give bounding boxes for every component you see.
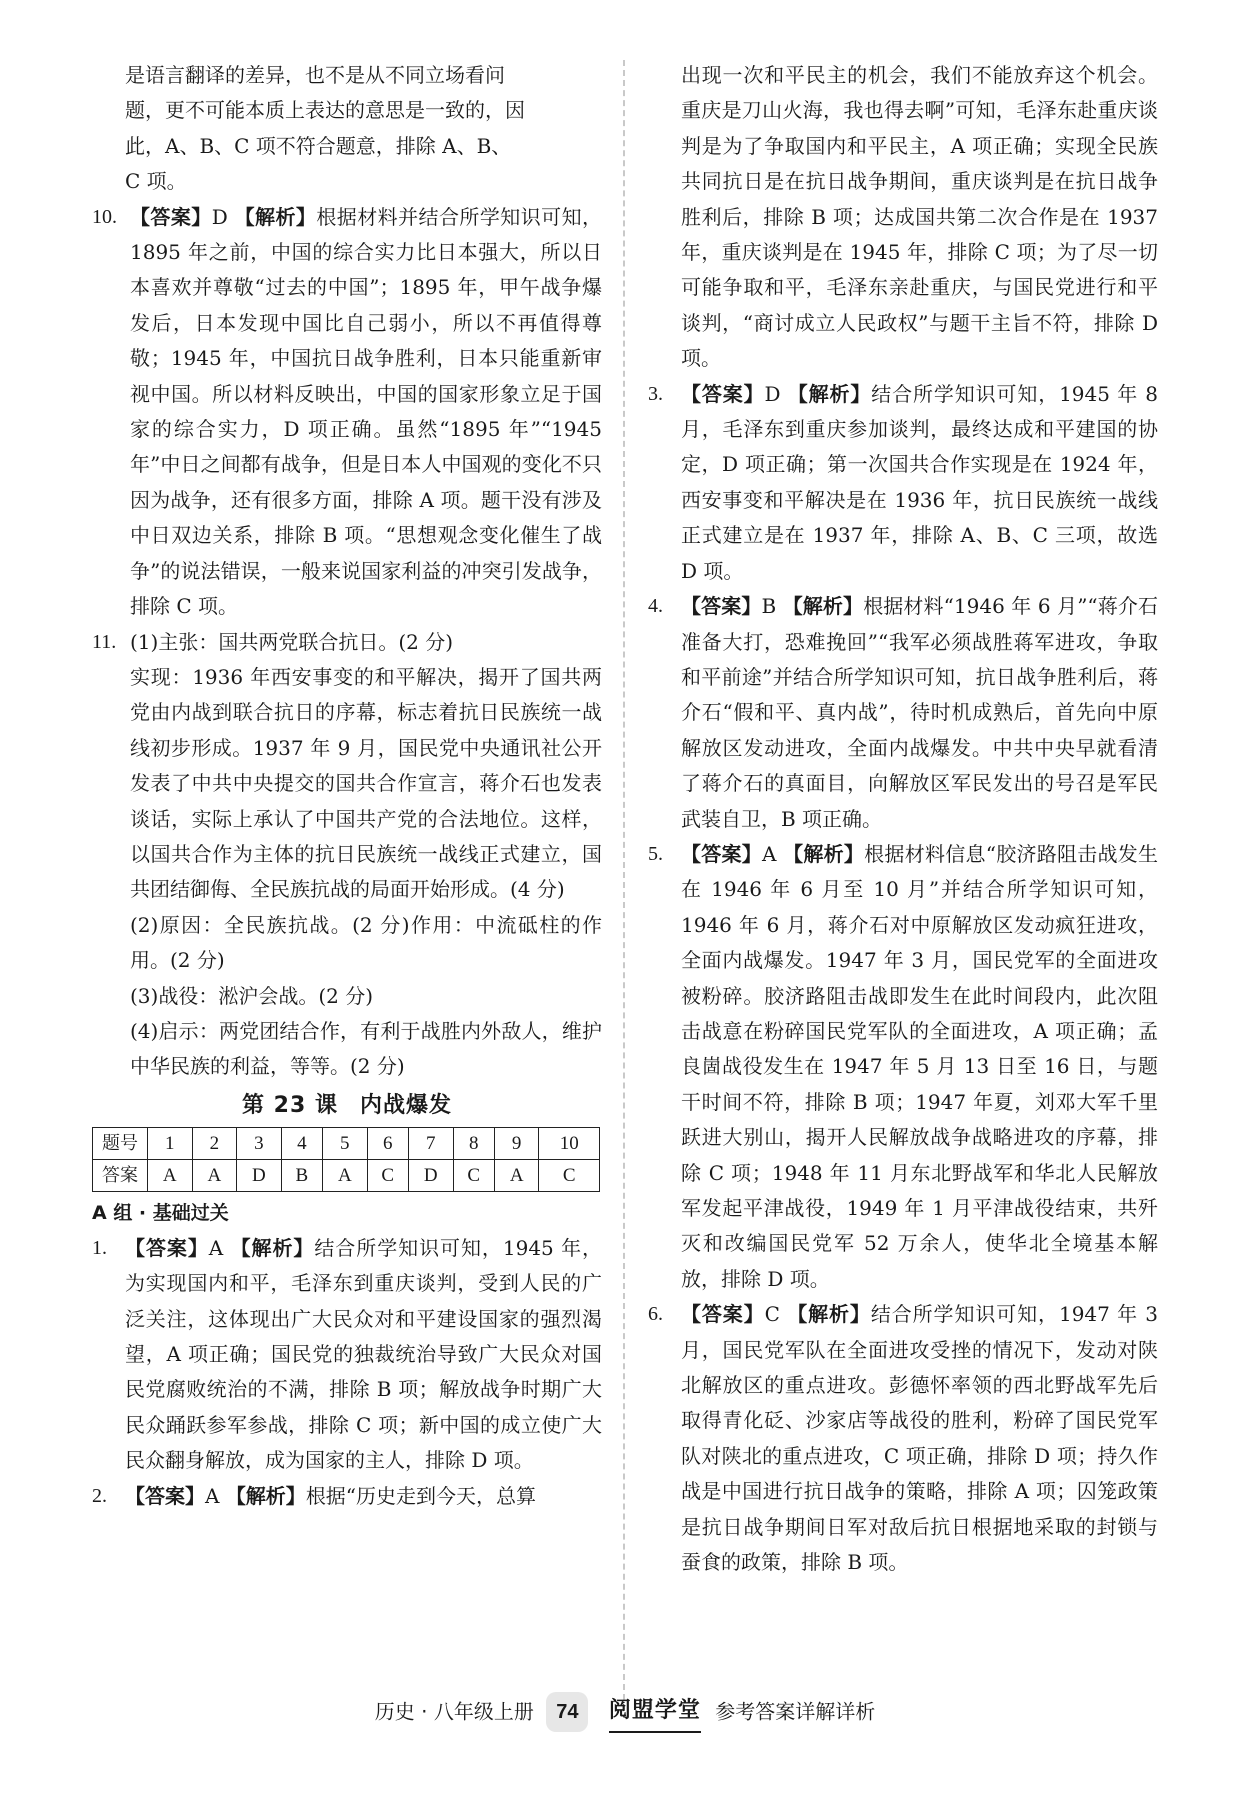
answer-letter: A xyxy=(762,841,777,866)
lesson-title xyxy=(92,1087,602,1125)
question-number: 2. xyxy=(92,1484,107,1507)
answer-table xyxy=(92,1127,600,1192)
table-cell: C xyxy=(367,1159,408,1191)
right-column xyxy=(648,58,1158,1580)
analysis-text: 结合所学知识可知，1945 年 8 月，毛泽东到重庆参加谈判，最终达成和平建国的协定，D 项正确；第一次国共合作实现是在 1924 年，西安事变和平解决是在 1936 年，抗日民族统一战线正式建立是在 1937 年，排除 A、B、C 三项，故选 D 项。 xyxy=(681,381,1159,583)
lesson-name: 内战爆发 xyxy=(359,1092,452,1118)
question-1 xyxy=(92,1231,602,1479)
table-cell: 9 xyxy=(494,1127,539,1159)
analysis-tag: 【解析】 xyxy=(783,841,865,866)
table-cell: B xyxy=(281,1159,322,1191)
analysis-tag: 【解析】 xyxy=(787,1302,871,1327)
analysis-tag: 【解析】 xyxy=(787,381,872,406)
table-row xyxy=(93,1159,600,1191)
question-10 xyxy=(92,200,602,625)
column-divider xyxy=(623,60,625,1700)
q11-part4: (4)启示：两党团结合作，有利于战胜内外敌人，维护中华民族的利益，等等。(2 分) xyxy=(130,1018,602,1079)
answer-letter: C xyxy=(764,1302,780,1327)
intro-line: 此，A、B、C 项不符合题意，排除 A、B、 xyxy=(125,133,512,158)
intro-line: C 项。 xyxy=(125,169,187,194)
answer-letter: A xyxy=(205,1483,220,1508)
table-cell: A xyxy=(192,1159,237,1191)
answer-tag: 【答案】 xyxy=(130,204,212,229)
answer-tag: 【答案】 xyxy=(125,1483,205,1508)
table-cell: 10 xyxy=(539,1127,600,1159)
question-11 xyxy=(92,625,602,660)
intro-line: 是语言翻译的差异，也不是从不同立场看问 xyxy=(125,63,505,87)
question-5 xyxy=(648,837,1158,1297)
question-number: 6. xyxy=(648,1303,663,1326)
table-header: 答案 xyxy=(93,1159,148,1191)
lesson-number: 第 23 课 xyxy=(242,1092,338,1118)
question-6 xyxy=(648,1297,1158,1580)
footer-caption: 参考答案详解详析 xyxy=(715,1699,876,1724)
table-cell: A xyxy=(323,1159,368,1191)
q11-part3: (3)战役：淞沪会战。(2 分) xyxy=(130,983,374,1008)
group-title: A 组 · 基础过关 xyxy=(92,1201,229,1224)
table-cell: 7 xyxy=(408,1127,453,1159)
analysis-text: 根据“历史走到今天，总算 xyxy=(305,1483,537,1508)
footer-subject: 历史 · 八年级上册 xyxy=(374,1699,534,1724)
answer-letter: D xyxy=(764,381,781,406)
page-footer xyxy=(0,1690,1250,1730)
table-cell: 8 xyxy=(453,1127,494,1159)
table-row xyxy=(93,1127,600,1159)
question-number: 1. xyxy=(92,1236,107,1259)
answer-letter: B xyxy=(761,594,777,619)
table-cell: A xyxy=(494,1159,539,1191)
question-4 xyxy=(648,589,1158,837)
question-number: 3. xyxy=(648,382,663,405)
table-cell: 3 xyxy=(237,1127,282,1159)
table-cell: 2 xyxy=(192,1127,237,1159)
table-cell: 5 xyxy=(323,1127,368,1159)
analysis-tag: 【解析】 xyxy=(782,594,864,619)
table-cell: C xyxy=(453,1159,494,1191)
page-number: 74 xyxy=(546,1692,588,1732)
analysis-text: 结合所学知识可知，1947 年 3 月，国民党军队在全面进攻受挫的情况下，发动对陕北解放区的重点进攻。彭德怀率领的西北野战军先后取得青化砭、沙家店等战役的胜利，粉碎了国民党军队对陕北的重点进攻，C 项正确，排除 D 项；持久作战是中国进行抗日战争的策略，排除 A 项；囚笼政策是抗日战争期间日军对敌后抗日根据地采取的封锁与蚕食的政策，排除 B 项。 xyxy=(681,1302,1159,1575)
answer-letter: D xyxy=(211,204,228,229)
table-cell: 6 xyxy=(367,1127,408,1159)
table-cell: A xyxy=(148,1159,193,1191)
analysis-text: 结合所学知识可知，1945 年，为实现国内和平，毛泽东到重庆谈判，受到人民的广泛关注，这体现出广大民众对和平建设国家的强烈渴望，A 项正确；国民党的独裁统治导致广大民众对国民党腐败统治的不满，排除 B 项；解放战争时期广大民众踊跃参军参战，排除 C 项；新中国的成立使广大民众翻身解放，成为国家的主人，排除 D 项。 xyxy=(125,1235,603,1473)
analysis-tag: 【解析】 xyxy=(234,204,317,229)
question-number: 11. xyxy=(92,630,117,653)
table-header: 题号 xyxy=(93,1127,148,1159)
analysis-tag: 【解析】 xyxy=(230,1235,315,1260)
answer-tag: 【答案】 xyxy=(681,381,765,406)
table-cell: C xyxy=(539,1159,600,1191)
answer-letter: A xyxy=(208,1235,224,1260)
q11-part2: (2)原因：全民族抗战。(2 分)作用：中流砥柱的作用。(2 分) xyxy=(130,912,602,973)
analysis-text: 根据材料信息“胶济路阻击战发生在 1946 年 6 月至 10 月”并结合所学知识可知，1946 年 6 月，蒋介石对中原解放区发动疯狂进攻，全面内战爆发。1947 年 3 月，国民党军的全面进攻被粉碎。胶济路阻击战即发生在此时间段内，此次阻击战意在粉碎国民党军队的全面进攻，A 项正确；孟良崮战役发生在 1947 年 5 月 13 日至 16 日，与题干时间不符，排除 B 项；1947 年夏，刘邓大军千里跃进大别山，揭开人民解放战争战略进攻的序幕，排除 C 项；1948 年 11 月东北野战军和华北人民解放军发起平津战役，1949 年 1 月平津战役结束，共歼灭和改编国民党军 52 万余人，使华北全境基本解放，排除 D 项。 xyxy=(681,841,1159,1291)
answer-tag: 【答案】 xyxy=(681,1302,765,1327)
table-cell: 1 xyxy=(148,1127,193,1159)
question-number: 10. xyxy=(92,205,117,228)
question-3 xyxy=(648,377,1158,589)
answer-tag: 【答案】 xyxy=(681,594,762,619)
q11-part1: (1)主张：国共两党联合抗日。(2 分) xyxy=(130,629,454,654)
answer-tag: 【答案】 xyxy=(681,841,763,866)
question-number: 5. xyxy=(648,842,663,865)
analysis-text: 根据材料“1946 年 6 月”“蒋介石准备大打，恐难挽回”“我军必须战胜蒋军进攻，争取和平前途”并结合所学知识可知，抗日战争胜利后，蒋介石“假和平、真内战”，待时机成熟后，首先向中原解放区发动进攻，全面内战爆发。中共中央早就看清了蒋介石的真面目，向解放区军民发出的号召是军民武装自卫，B 项正确。 xyxy=(681,594,1159,831)
table-cell: 4 xyxy=(281,1127,322,1159)
question-2 xyxy=(92,1479,602,1514)
table-cell: D xyxy=(408,1159,453,1191)
analysis-text: 根据材料并结合所学知识可知，1895 年之前，中国的综合实力比日本强大，所以日本喜欢并尊敬“过去的中国”；1895 年，甲午战争爆发后，日本发现中国比自己弱小，所以不再值得尊敬；1945 年，中国抗日战争胜利，日本只能重新审视中国。所以材料反映出，中国的国家形象立足于国家的综合实力，D 项正确。虽然“1895 年”“1945 年”中日之间都有战争，但是日本人中国观的变化不只因为战争，还有很多方面，排除 A 项。题干没有涉及中日双边关系，排除 B 项。“思想观念变化催生了战争”的说法错误，一般来说国家利益的冲突引发战争，排除 C 项。 xyxy=(130,204,603,619)
answer-tag: 【答案】 xyxy=(125,1235,209,1260)
question-2-continued: 出现一次和平民主的机会，我们不能放弃这个机会。重庆是刀山火海，我也得去啊”可知，毛泽东赴重庆谈判是为了争取国内和平民主，A 项正确；实现全民族共同抗日是在抗日战争期间，重庆谈判是在抗日战争胜利后，排除 B 项；达成国共第二次合作是在 1937 年，重庆谈判是在 1945 年，排除 C 项；为了尽一切可能争取和平，毛泽东亲赴重庆，与国民党进行和平谈判，“商讨成立人民政权”与题干主旨不符，排除 D 项。 xyxy=(681,63,1158,371)
brand-logo: 阅盟学堂 xyxy=(609,1691,701,1733)
analysis-tag: 【解析】 xyxy=(225,1483,306,1508)
intro-line: 题，更不可能本质上表达的意思是一致的，因 xyxy=(125,98,525,123)
left-column xyxy=(92,58,602,1514)
table-cell: D xyxy=(237,1159,282,1191)
question-number: 4. xyxy=(648,595,663,618)
q11-realization: 实现：1936 年西安事变的和平解决，揭开了国共两党由内战到联合抗日的序幕，标志着抗日民族统一战线初步形成。1937 年 9 月，国民党中央通讯社公开发表了中共中央提交的国共合作宣言，蒋介石也发表谈话，实际上承认了中国共产党的合法地位。这样，以国共合作为主体的抗日民族统一战线正式建立，国共团结御侮、全民族抗战的局面开始形成。(4 分) xyxy=(130,664,602,902)
